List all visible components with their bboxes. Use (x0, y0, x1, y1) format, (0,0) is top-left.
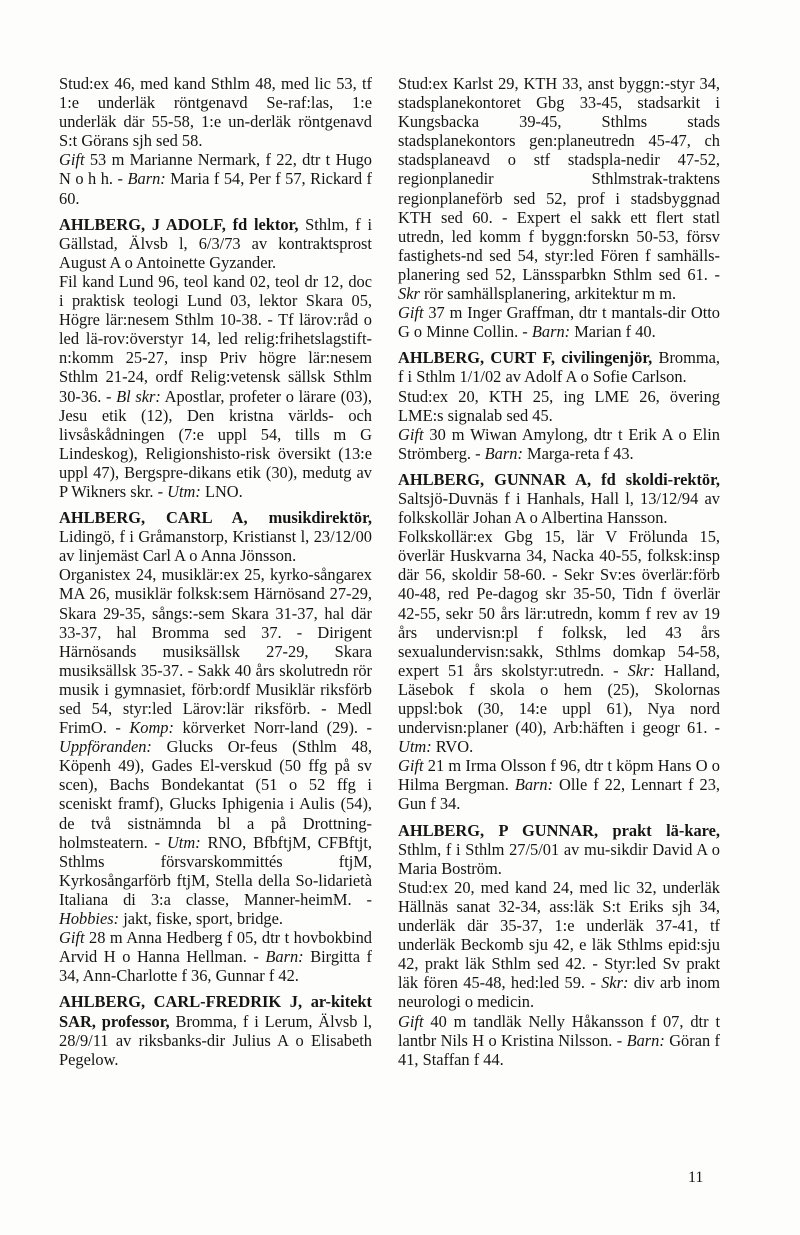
right-column (398, 74, 720, 1069)
entry-text: 37 m Inger Graffman, dtr t mantals-dir Otto G o Minne Collin. - (398, 303, 720, 342)
entry-field-label: Gift (398, 303, 424, 323)
entry-field-label: Hobbies: (59, 909, 120, 929)
entry-field-label: Barn: (484, 443, 523, 463)
page-number: 11 (688, 1169, 704, 1186)
entry-headword: AHLBERG, J ADOLF, fd lektor, (59, 214, 299, 234)
entry-text: Folkskollär:ex Gbg 15, lär V Frölunda 15, överlär Huskvarna 34, Nacka 40-55, folksk:insp där 56, skoldir 58-60. - Sekr Sv:es överlär:förb 40-48, red Pe-dagog skr 35-50, Tidn f överlär 42-55, sekr 50 års lär:utredn, komm f rev av 19 års undervisn:pl f folksk, led 43 års sexualundervisn:sakk, Sthlms domkap 54-58, expert 51 års skolstyr:utredn. - (398, 527, 720, 680)
entry-field-label: Utm: (398, 737, 432, 757)
entry-text: Saltsjö-Duvnäs f i Hanhals, Hall l, 13/12/94 av folkskollär Johan A o Albertina Hansson. (398, 488, 720, 528)
entry-text: 53 m Marianne Nermark, f 22, dtr t Hugo N o h h. - (59, 150, 372, 189)
entry-field-label: Bl skr: (116, 386, 161, 406)
entry-field-label: Barn: (626, 1030, 665, 1050)
entry-field-label: Barn: (265, 947, 304, 967)
entry-paragraph (398, 303, 720, 341)
biography-entry (398, 470, 720, 814)
entry-text: RVO. (431, 737, 474, 757)
entry-text: Marian f 40. (570, 322, 656, 342)
entry-paragraph (398, 425, 720, 463)
entry-text: RNO, BfbftjM, CFBftjt, Sthlms försvarskommittés ftjM, Kyrkosångarförb ftjM, Stella della So-lidarietà Italiana di 3:a classe, Manner-heimM. - (59, 832, 372, 909)
entry-field-label: Komp: (129, 718, 174, 738)
entry-field-label: Skr (398, 284, 420, 304)
entry-field-label: Gift (398, 424, 424, 444)
entry-paragraph (398, 527, 720, 756)
entry-text: körverket Norr-land (29). - (173, 718, 373, 738)
entry-paragraph (398, 1012, 720, 1069)
biography-entry (398, 74, 720, 341)
entry-text: Lidingö, f i Gråmanstorp, Kristianst l, 23/12/00 av linjemäst Carl A o Anna Jönsson. (59, 527, 372, 566)
entry-headword: AHLBERG, GUNNAR A, fd skoldi-rektör, (398, 469, 720, 489)
entry-paragraph (398, 74, 720, 303)
entry-paragraph (59, 565, 372, 928)
entry-paragraph (59, 992, 372, 1068)
entry-paragraph (398, 821, 720, 878)
entry-paragraph (59, 150, 372, 207)
biography-entry (59, 74, 372, 208)
entry-text: Bromma, f i Sthlm 1/1/02 av Adolf A o Sofie Carlson. (398, 348, 720, 387)
entry-paragraph (59, 928, 372, 985)
entry-text: LNO. (200, 481, 243, 501)
entry-text: Sthlm, f i Sthlm 27/5/01 av mu-sikdir David A o Maria Boström. (398, 839, 720, 878)
entry-paragraph (398, 348, 720, 386)
entry-field-label: Utm: (167, 481, 201, 501)
entry-field-label: Gift (59, 928, 85, 948)
entry-text: 21 m Irma Olsson f 96, dtr t köpm Hans O o Hilma Bergman. (398, 756, 720, 795)
entry-text: Stud:ex 20, KTH 25, ing LME 26, övering LME:s signalab sed 45. (398, 386, 720, 425)
entry-paragraph (59, 272, 372, 501)
entry-text: 28 m Anna Hedberg f 05, dtr t hovbokbind Arvid H o Hanna Hellman. - (59, 928, 372, 967)
entry-paragraph (398, 470, 720, 527)
entry-text: Bromma, f i Lerum, Älvsb l, 28/9/11 av riksbanks-dir Julius A o Elisabeth Pegelow. (59, 1011, 373, 1069)
entry-text: div arb inom neurologi o medicin. (398, 973, 720, 1012)
entry-field-label: Skr: (601, 973, 629, 993)
entry-text: Maria f 54, Per f 57, Rickard f 60. (59, 169, 372, 208)
entry-text: rör samhällsplanering, arkitektur m m. (419, 284, 677, 304)
entry-text: jakt, fiske, sport, bridge. (119, 909, 283, 929)
entry-text: Stud:ex 46, med kand Sthlm 48, med lic 53, tf 1:e underläk röntgenavd Se-raf:las, 1:e underläk där 55-58, 1:e un-derläk röntgenavd S:t Görans sjh sed 58. (59, 74, 372, 151)
entry-text: 40 m tandläk Nelly Håkansson f 07, dtr t lantbr Nils H o Kristina Nilsson. - (398, 1011, 720, 1050)
entry-text: Fil kand Lund 96, teol kand 02, teol dr 12, doc i praktisk teologi Lund 03, lektor Skara 05, Högre lär:nesem Sthlm 10-38. - Tf lärov:råd o led lä-rov:överstyr 14, led relig:frihetslagstift-n:komm 25-27, insp Priv högre lär:nesem Sthlm 21-24, ordf Relig:vetensk sällsk Sthlm 30-36. - (59, 271, 372, 406)
biography-entry (59, 215, 372, 501)
entry-headword: AHLBERG, CARL-FREDRIK J, ar-kitekt SAR, professor, (59, 992, 372, 1031)
entry-text: Marga-reta f 43. (522, 443, 634, 463)
biography-entry (59, 992, 372, 1068)
entry-field-label: Gift (59, 150, 85, 170)
entry-text: 30 m Wiwan Amylong, dtr t Erik A o Elin Strömberg. - (398, 424, 720, 463)
entry-paragraph (398, 387, 720, 425)
entry-text: Halland, Läsebok f skola o hem (25), Skolornas uppsl:bok (30, 14:e uppl 61), Nya nord undervisn:planer (40), Arb:häften i geogr 61. - (398, 660, 720, 738)
entry-field-label: Gift (398, 756, 424, 776)
entry-field-label: Gift (398, 1011, 424, 1031)
entry-paragraph (59, 215, 372, 272)
entry-text: Göran f 41, Staffan f 44. (398, 1030, 720, 1069)
entry-field-label: Uppföranden: (59, 737, 152, 757)
entry-paragraph (59, 508, 372, 565)
entry-text: Stud:ex 20, med kand 24, med lic 32, underläk Hällnäs sanat 32-34, ass:läk S:t Eriks sjh 34, underläk där 35-37, 1:e underläk 37-41, tf underläk Beckomb sju 42, e läk Sthlms epid:sju 42, prakt läk Sthlm sed 42. - Styr:led Sv prakt läk fören 45-48, hed:led 59. - (398, 877, 720, 993)
left-column (59, 74, 372, 1069)
entry-text: Glucks Or-feus (Sthlm 48, Köpenh 49), Gades El-verskud (50 ffg på sv scen), Bachs Bondekantat (51 o 52 ffg i sceniskt framf), Glucks Iphigenia i Aulis (54), de två sistnämnda bl a på Drottning-holmsteatern. - (59, 737, 372, 852)
entry-paragraph (59, 74, 372, 150)
entry-text: Olle f 22, Lennart f 23, Gun f 34. (398, 775, 720, 814)
entry-headword: AHLBERG, CARL A, musikdirektör, (59, 508, 372, 528)
entry-field-label: Barn: (514, 775, 554, 795)
entry-field-label: Barn: (531, 322, 571, 342)
entry-headword: AHLBERG, CURT F, civilingenjör, (398, 348, 653, 368)
entry-text: Birgitta f 34, Ann-Charlotte f 36, Gunnar f 42. (59, 947, 372, 986)
entry-headword: AHLBERG, P GUNNAR, prakt lä-kare, (398, 820, 720, 840)
entry-text: Apostlar, profeter o lärare (03), Jesu etik (12), Den kristna världs- och livsåskådningen (7:e uppl 54, tills m G Lindeskog), Religionshisto-risk översikt (13:e uppl 47), Bergspre-dikans etik (30), medutg av P Wikners skr. - (59, 386, 372, 501)
biography-entry (59, 508, 372, 985)
biography-entry (398, 821, 720, 1069)
entry-field-label: Skr: (627, 660, 655, 680)
entry-text: Organistex 24, musiklär:ex 25, kyrko-sångarex MA 26, musiklär folksk:sem Härnösand 27-29, Skara 29-35, sångs:-sem Skara 31-37, hal där 33-37, hal Bromma sed 37. - Dirigent Härnösands musiksällsk 27-29, Skara musiksällsk 35-37. - Sakk 40 års skolutredn rör musik i gymnasiet, förb:ordf Musiklär riksförb sed 54, styr:led Lärov:lär riksförb. - Medl FrimO. - (59, 565, 372, 738)
entry-text: Stud:ex Karlst 29, KTH 33, anst byggn:-styr 34, stadsplanekontoret Gbg 33-45, stadsarkit i Kungsbacka 39-45, Sthlms stads stadsplanekontors gen:planeutredn 45-47, ch stadsplaneavd o stf stadspla-nedir 47-52, regionplanedir Sthlmstrak-traktens regionplaneförb sed 52, prof i stadsbyggnad KTH sed 60. - Expert el sakk ett flert statl utredn, led komm f byggn:forskn 50-53, försv fastighets-nd sed 54, styr:led Fören f samhälls-planering sed 52, Länssparbkn Sthlm sed 61. - (398, 74, 720, 284)
entry-text: Sthlm, f i Gällstad, Älvsb l, 6/3/73 av kontraktsprost August A o Antoinette Gyzander. (59, 214, 372, 272)
entry-field-label: Barn: (127, 169, 166, 189)
entry-paragraph (398, 878, 720, 1012)
entry-paragraph (398, 756, 720, 813)
entry-field-label: Utm: (166, 832, 201, 852)
biography-entry (398, 348, 720, 463)
